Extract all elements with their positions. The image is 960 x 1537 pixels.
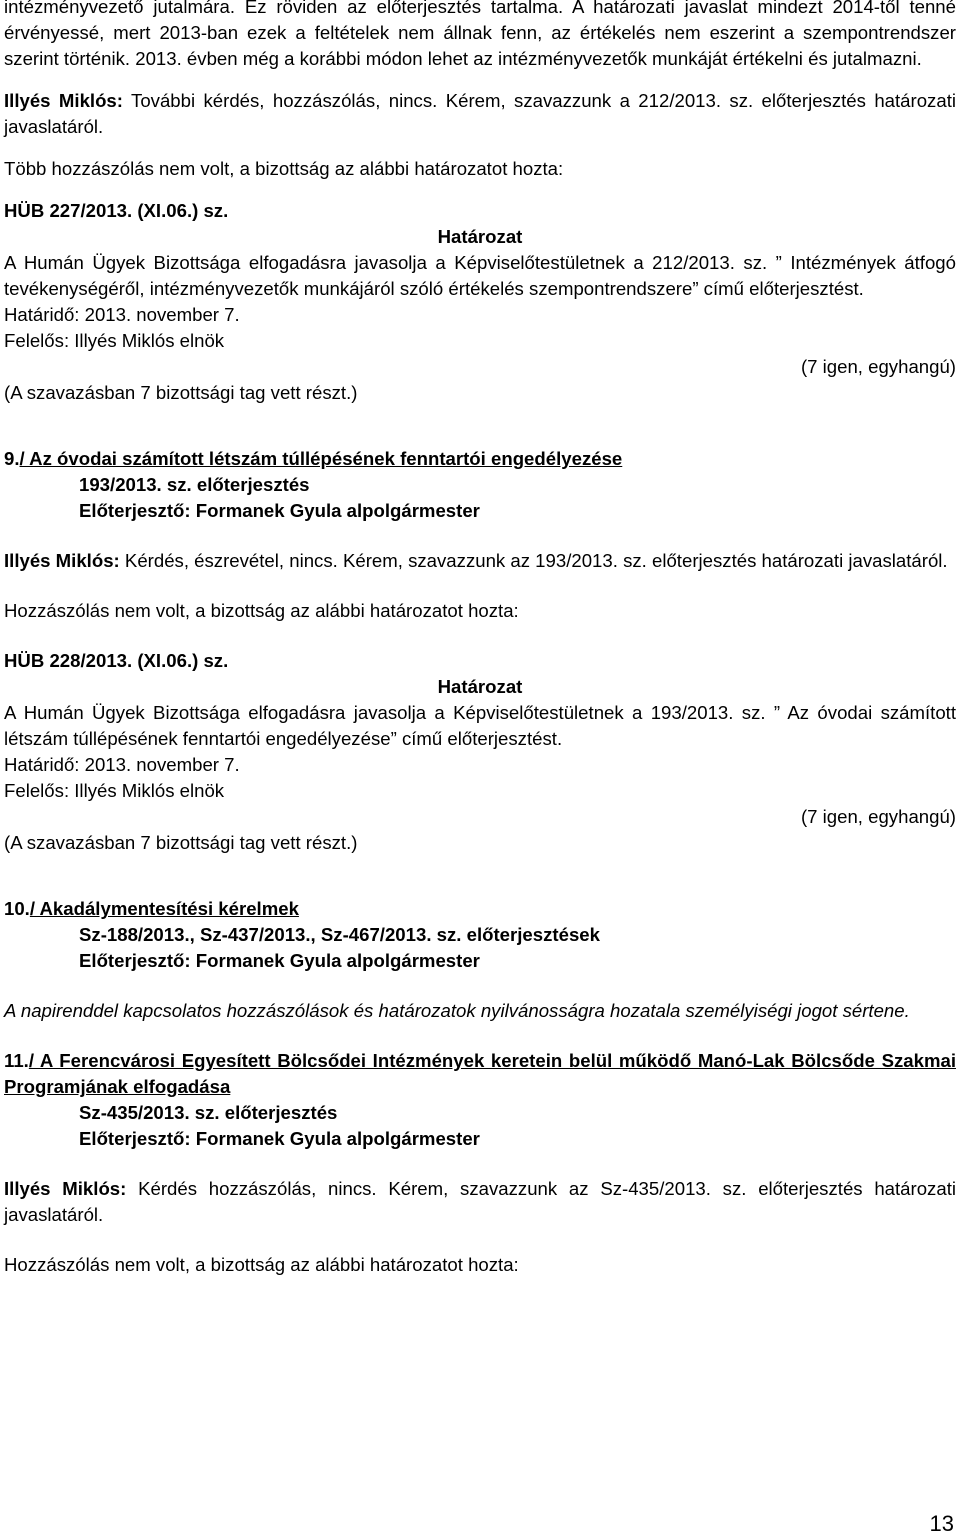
resolution-responsible: Felelős: Illyés Miklós elnök [4,330,225,351]
decision-intro: Hozzászólás nem volt, a bizottság az alábbi határozatot hozta: [4,600,519,621]
decision-intro: Több hozzászólás nem volt, a bizottság az alábbi határozatot hozta: [4,158,564,179]
speech-text: Kérdés hozzászólás, nincs. Kérem, szavazzunk az Sz-435/2013. sz. előterjesztés határozati javaslatáról. [4,1178,956,1225]
resolution-responsible: Felelős: Illyés Miklós elnök [4,780,225,801]
agenda-item-text: / Akadálymentesítési kérelmek [29,898,299,919]
intro-paragraph: intézményvezető jutalmára. Ez röviden az előterjesztés tartalma. A határozati javaslat mindezt 2014-től tenné érvényessé, mert 2013-ban ezek a feltételek nem állnak fenn, az értékelés nem eszerint a szempontrendszer szerint történik. 2013. évben még a korábbi módon lehet az intézményvezetők munkáját értékelni és jutalmazni. [4,0,956,69]
chair-remark [4,88,956,140]
resolution-body: A Humán Ügyek Bizottsága elfogadásra javasolja a Képviselőtestületnek a 212/2013. sz. ” Intézmények átfogó tevékenységéről, intézményvezetők munkájáról szóló értékelés szempontrendszere” című előterjesztést. [4,252,956,299]
agenda-item-doc: Sz-435/2013. sz. előterjesztés [79,1102,338,1123]
agenda-item-number: 9. [4,448,20,469]
agenda-item-title [4,1048,956,1100]
resolution-body: A Humán Ügyek Bizottsága elfogadásra javasolja a Képviselőtestületnek a 193/2013. sz. ” Az óvodai számított létszám túllépésének fenntartói engedélyezése” című előterjesztést. [4,702,956,749]
agenda-item-text: / Az óvodai számított létszám túllépésének fenntartói engedélyezése [19,448,623,469]
agenda-item-title [4,446,956,472]
resolution-id: HÜB 227/2013. (XI.06.) sz. [4,200,229,221]
privacy-note: A napirenddel kapcsolatos hozzászólások és határozatok nyilvánosságra hozatala személyiségi jogot sértene. [4,1000,910,1021]
speech-text: További kérdés, hozzászólás, nincs. Kérem, szavazzunk a 212/2013. sz. előterjesztés határozati javaslatáról. [4,90,956,137]
resolution-heading: Határozat [437,226,523,247]
speech-text: Kérdés, észrevétel, nincs. Kérem, szavazzunk az 193/2013. sz. előterjesztés határozati javaslatáról. [119,550,948,571]
agenda-item-number: 11. [4,1050,29,1071]
agenda-item-number: 10. [4,898,30,919]
chair-remark [4,548,956,574]
document-page [4,0,956,1278]
agenda-item-doc: Sz-188/2013., Sz-437/2013., Sz-467/2013. sz. előterjesztések [79,924,600,945]
agenda-item-doc: 193/2013. sz. előterjesztés [79,474,310,495]
vote-participation: (A szavazásban 7 bizottsági tag vett részt.) [4,382,358,403]
decision-intro: Hozzászólás nem volt, a bizottság az alábbi határozatot hozta: [4,1254,519,1275]
resolution-id: HÜB 228/2013. (XI.06.) sz. [4,650,229,671]
chair-remark [4,1176,956,1228]
speaker-name: Illyés Miklós: [4,90,123,111]
agenda-item-presenter: Előterjesztő: Formanek Gyula alpolgármester [79,950,480,971]
resolution-deadline: Határidő: 2013. november 7. [4,754,240,775]
resolution-heading: Határozat [437,676,523,697]
agenda-item-title [4,896,956,922]
resolution-deadline: Határidő: 2013. november 7. [4,304,240,325]
page-number: 13 [929,1511,954,1536]
vote-result: (7 igen, egyhangú) [800,356,956,377]
vote-participation: (A szavazásban 7 bizottsági tag vett részt.) [4,832,358,853]
agenda-item-presenter: Előterjesztő: Formanek Gyula alpolgármester [79,500,480,521]
speaker-name: Illyés Miklós: [4,1178,127,1199]
agenda-item-presenter: Előterjesztő: Formanek Gyula alpolgármester [79,1128,480,1149]
speaker-name: Illyés Miklós: [4,550,120,571]
agenda-item-text: / A Ferencvárosi Egyesített Bölcsődei Intézmények keretein belül működő Manó-Lak Bölcsőde Szakmai Programjának elfogadása [4,1050,956,1097]
vote-result: (7 igen, egyhangú) [800,806,956,827]
